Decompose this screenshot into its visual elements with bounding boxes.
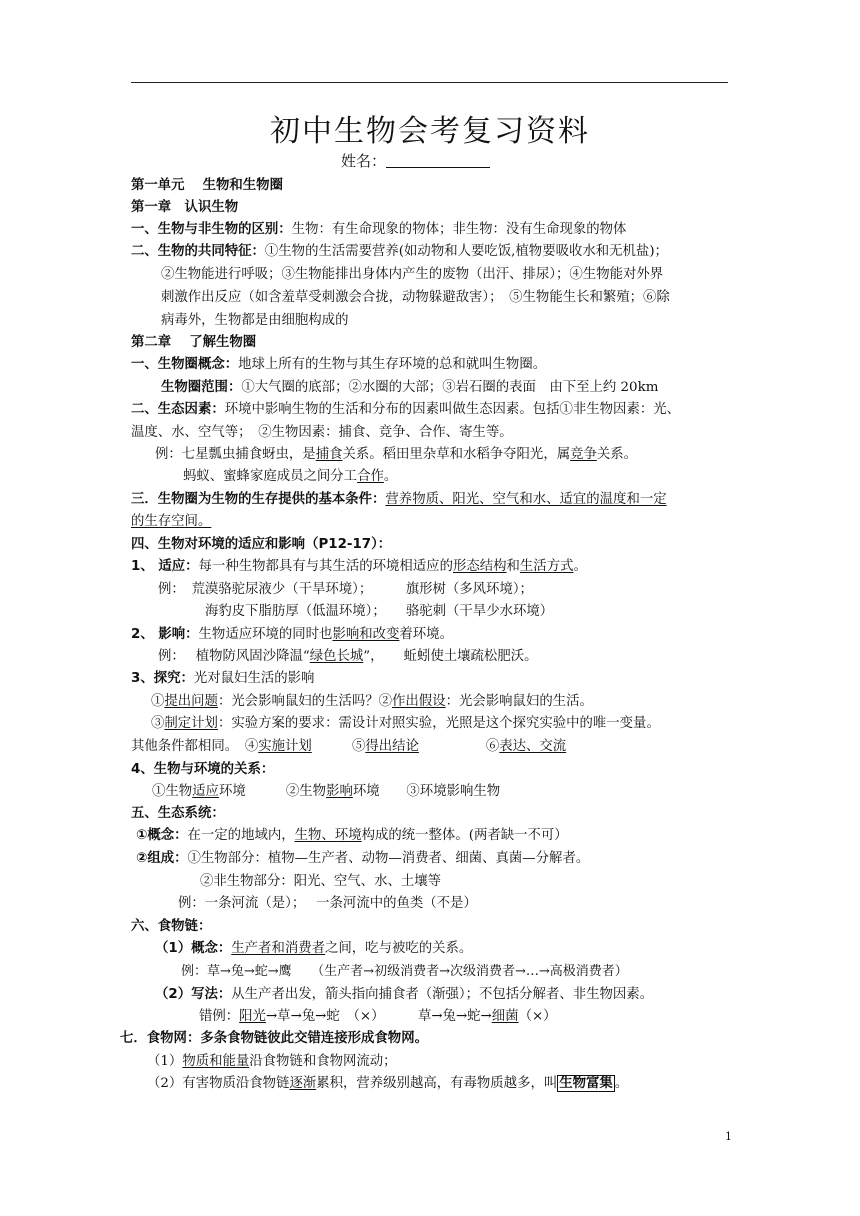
text-line: （2）写法：从生产者出发，箭头指向捕食者（渐强）；不包括分解者、非生物因素。 <box>155 987 654 1002</box>
text-line: 一、生物圈概念：地球上所有的生物与其生存环境的总和就叫生物圈。 <box>131 357 547 372</box>
text-line: 一、生物与非生物的区别：生物：有生命现象的物体；非生物：没有生命现象的物体 <box>131 222 627 237</box>
text-line: 1、 适应：每一种生物都具有与其生活的环境相适应的形态结构和生活方式。 <box>131 559 587 574</box>
name-label: 姓名： <box>341 152 387 170</box>
text-line: 例：七星瓢虫捕食蚜虫，是捕食关系。稻田里杂草和水稻争夺阳光，属竞争关系。 <box>155 447 638 462</box>
text-line: 三．生物圈为生物的生存提供的基本条件：营养物质、阳光、空气和水、适宜的温度和一定 <box>131 492 667 507</box>
text-line: ①概念：在一定的地域内，生物、环境构成的统一整体。(两者缺一不可） <box>136 828 568 843</box>
text-line: ③制定计划：实验方案的要求：需设计对照实验，光照是这个探究实验中的唯一变量。 <box>151 716 660 731</box>
text-line: ②非生物部分：阳光、空气、水、土壤等 <box>200 874 442 889</box>
highlight-box: 生物富集 <box>559 1076 613 1091</box>
unit-heading: 第一单元 生物和生物圈 <box>131 178 283 193</box>
text-line: ①生物适应环境 ②生物影响环境 ③环境影响生物 <box>152 784 501 799</box>
header-rule <box>131 82 728 83</box>
text-line: 其他条件都相同。 ④实施计划 ⑤得出结论 ⑥表达、交流 <box>131 739 567 754</box>
text-line: ①提出问题：光会影响鼠妇的生活吗？②作出假设：光会影响鼠妇的生活。 <box>151 694 593 709</box>
chapter-heading: 第二章 了解生物圈 <box>131 335 257 350</box>
text-line: 二、生态因素：环境中影响生物的生活和分布的因素叫做生态因素。包括①非生物因素：光、 <box>131 402 681 417</box>
text-line: 例：草→兔→蛇→鹰 （生产者→初级消费者→次级消费者→…→高极消费者） <box>181 964 628 979</box>
section-heading: 六、食物链： <box>131 919 212 934</box>
text-line: （2）有害物质沿食物链逐渐累积，营养级别越高，有毒物质越多，叫 生物富集 。 <box>147 1076 629 1091</box>
text-line: 例： 植物防风固沙降温“绿色长城”， 蚯蚓使土壤疏松肥沃。 <box>158 649 538 664</box>
section-heading: 五、生态系统： <box>131 806 225 821</box>
name-field <box>341 151 490 171</box>
page-number: 1 <box>725 1130 732 1143</box>
text-line: 例： 荒漠骆驼尿液少（干旱环境）； 旗形树（多风环境）； <box>158 582 533 597</box>
text-line: 例：一条河流（是）； 一条河流中的鱼类（不是） <box>178 896 477 911</box>
text-line: 温度、水、空气等； ②生物因素：捕食、竞争、合作、寄生等。 <box>131 425 513 440</box>
text-line: 刺激作出反应（如含羞草受刺激会合拢，动物躲避敌害）； ⑤生物能生长和繁殖；⑥除 <box>161 290 670 305</box>
text-line: 生物圈范围：①大气圈的底部；②水圈的大部；③岩石圈的表面 由下至上约 20km <box>161 380 659 395</box>
text-line: 的生存空间。 <box>131 514 212 529</box>
text-line: 蚂蚁、蜜蜂家庭成员之间分工合作。 <box>183 469 398 484</box>
text-line: 错例：阳光→草→兔→蛇 （×） 草→兔→蛇→细菌（×） <box>199 1009 557 1024</box>
page-title: 初中生物会考复习资料 <box>270 114 590 149</box>
text-line: 海豹皮下脂肪厚（低温环境）； 骆驼刺（干旱少水环境） <box>205 604 554 619</box>
text-line: 2、 影响：生物适应环境的同时也影响和改变着环境。 <box>131 627 453 642</box>
text-line: 病毒外，生物都是由细胞构成的 <box>161 313 349 328</box>
text-line: （1）物质和能量沿食物链和食物网流动； <box>147 1054 397 1069</box>
text-line: ②组成：①生物部分：植物—生产者、动物—消费者、细菌、真菌—分解者。 <box>136 851 590 866</box>
section-heading: 四、生物对环境的适应和影响（P12-17）： <box>131 537 392 552</box>
text-line: 3、探究：光对鼠妇生活的影响 <box>131 671 315 686</box>
chapter-heading: 第一章 认识生物 <box>131 200 239 215</box>
text-line: ②生物能进行呼吸；③生物能排出身体内产生的废物（出汗、排尿）；④生物能对外界 <box>161 267 664 282</box>
section-heading: 七．食物网：多条食物链彼此交错连接形成食物网。 <box>120 1031 428 1046</box>
name-blank[interactable] <box>386 152 490 168</box>
section-heading: 4、生物与环境的关系： <box>131 762 275 777</box>
text-line: 二、生物的共同特征：①生物的生活需要营养(如动物和人要吃饭,植物要吸收水和无机盐)； <box>131 244 668 259</box>
text-line: （1）概念：生产者和消费者之间，吃与被吃的关系。 <box>155 941 473 956</box>
